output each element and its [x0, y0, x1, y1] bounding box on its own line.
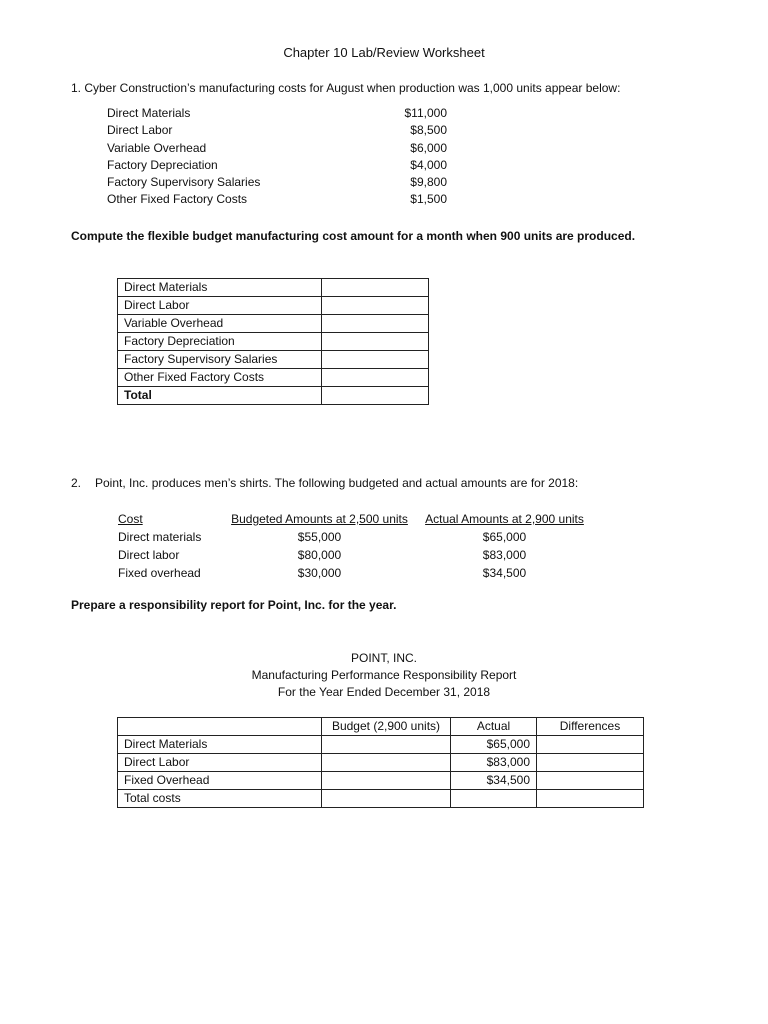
- question-1-text: 1. Cyber Construction’s manufacturing costs for August when production was 1,000 units appear below:: [71, 81, 621, 95]
- point-costs-table: [118, 510, 592, 582]
- table-row: [118, 754, 644, 772]
- row-label-total: Total: [118, 387, 322, 405]
- header-budgeted: Budgeted Amounts at 2,500 units: [231, 512, 408, 526]
- actual-cell[interactable]: [451, 790, 537, 808]
- answer-cell[interactable]: [322, 351, 429, 369]
- question-2-text: [71, 476, 578, 490]
- row-label: Direct Labor: [118, 297, 322, 315]
- header-actual: Actual Amounts at 2,900 units: [425, 512, 584, 526]
- row-label: Direct Labor: [118, 754, 322, 772]
- table-row: [118, 772, 644, 790]
- header-blank: [118, 718, 322, 736]
- cost-label: Factory Depreciation: [107, 157, 218, 172]
- header-actual: Actual: [451, 718, 537, 736]
- header-differences: Differences: [537, 718, 644, 736]
- difference-cell[interactable]: [537, 754, 644, 772]
- question-2-body: Point, Inc. produces men’s shirts. The following budgeted and actual amounts are for 2018:: [95, 476, 579, 490]
- answer-cell[interactable]: [322, 333, 429, 351]
- actual-value: $65,000: [482, 530, 527, 544]
- answer-cell[interactable]: [322, 387, 429, 405]
- difference-cell[interactable]: [537, 772, 644, 790]
- cost-row: [107, 174, 447, 191]
- header-budget: Budget (2,900 units): [322, 718, 451, 736]
- actual-value: $83,000: [482, 548, 527, 562]
- actual-cell: $65,000: [451, 736, 537, 754]
- cost-label: Variable Overhead: [107, 140, 207, 155]
- table-row: [118, 297, 429, 315]
- cost-label: Direct Labor: [107, 123, 173, 138]
- row-label: Variable Overhead: [118, 315, 322, 333]
- question-number: 2.: [71, 476, 82, 490]
- row-label: Direct Materials: [118, 736, 322, 754]
- table-row: [118, 351, 429, 369]
- responsibility-report-table: [117, 717, 644, 808]
- cost-row: [107, 122, 447, 139]
- row-label: Direct Materials: [118, 279, 322, 297]
- cost-label: Direct Materials: [107, 106, 191, 120]
- cost-name: Fixed overhead: [118, 566, 201, 580]
- answer-cell[interactable]: [322, 279, 429, 297]
- question-2-prompt: Prepare a responsibility report for Point, Inc. for the year.: [71, 598, 397, 612]
- report-name: Manufacturing Performance Responsibility Report: [251, 668, 517, 682]
- difference-cell[interactable]: [537, 790, 644, 808]
- cost-label: Other Fixed Factory Costs: [107, 192, 248, 207]
- cost-amount: $9,800: [410, 175, 447, 190]
- row-label: Fixed Overhead: [118, 772, 322, 790]
- cost-row: [107, 105, 447, 122]
- cost-amount: $1,500: [410, 192, 447, 207]
- cost-row: [107, 140, 447, 157]
- question-1-prompt: Compute the flexible budget manufacturing cost amount for a month when 900 units are produced.: [71, 229, 636, 243]
- row-label-total: Total costs: [118, 790, 322, 808]
- row-label: Factory Depreciation: [118, 333, 322, 351]
- budget-value: $55,000: [297, 530, 342, 544]
- cost-list: [107, 105, 447, 209]
- table-row: [118, 315, 429, 333]
- actual-cell: $83,000: [451, 754, 537, 772]
- budget-value: $80,000: [297, 548, 342, 562]
- report-company: POINT, INC.: [350, 651, 417, 665]
- cost-amount: $4,000: [410, 157, 447, 172]
- difference-cell[interactable]: [537, 736, 644, 754]
- table-row: [118, 736, 644, 754]
- table-row: [118, 279, 429, 297]
- flexible-budget-table: [117, 278, 429, 405]
- worksheet-title: Chapter 10 Lab/Review Worksheet: [283, 45, 485, 60]
- row-label: Factory Supervisory Salaries: [118, 351, 322, 369]
- table-row: [118, 546, 592, 564]
- actual-cell: $34,500: [451, 772, 537, 790]
- cost-amount: $6,000: [410, 140, 447, 155]
- answer-cell[interactable]: [322, 315, 429, 333]
- table-row: [118, 369, 429, 387]
- budget-cell[interactable]: [322, 790, 451, 808]
- table-row: [118, 564, 592, 582]
- budget-value: $30,000: [297, 566, 342, 580]
- cost-amount: $8,500: [410, 123, 447, 138]
- report-period: For the Year Ended December 31, 2018: [277, 685, 491, 699]
- answer-cell[interactable]: [322, 297, 429, 315]
- table-header-row: [118, 718, 644, 736]
- cost-row: [107, 157, 447, 174]
- budget-cell[interactable]: [322, 772, 451, 790]
- table-header-row: [118, 510, 592, 528]
- budget-cell[interactable]: [322, 754, 451, 772]
- table-row: [118, 528, 592, 546]
- row-label: Other Fixed Factory Costs: [118, 369, 322, 387]
- cost-name: Direct labor: [118, 548, 180, 562]
- cost-label: Factory Supervisory Salaries: [107, 175, 261, 190]
- answer-cell[interactable]: [322, 369, 429, 387]
- cost-name: Direct materials: [118, 530, 202, 544]
- table-row: [118, 333, 429, 351]
- cost-amount: $11,000: [404, 106, 447, 120]
- cost-row: [107, 191, 447, 208]
- actual-value: $34,500: [482, 566, 527, 580]
- budget-cell[interactable]: [322, 736, 451, 754]
- table-row-total: [118, 790, 644, 808]
- header-cost: Cost: [118, 512, 143, 526]
- table-row-total: [118, 387, 429, 405]
